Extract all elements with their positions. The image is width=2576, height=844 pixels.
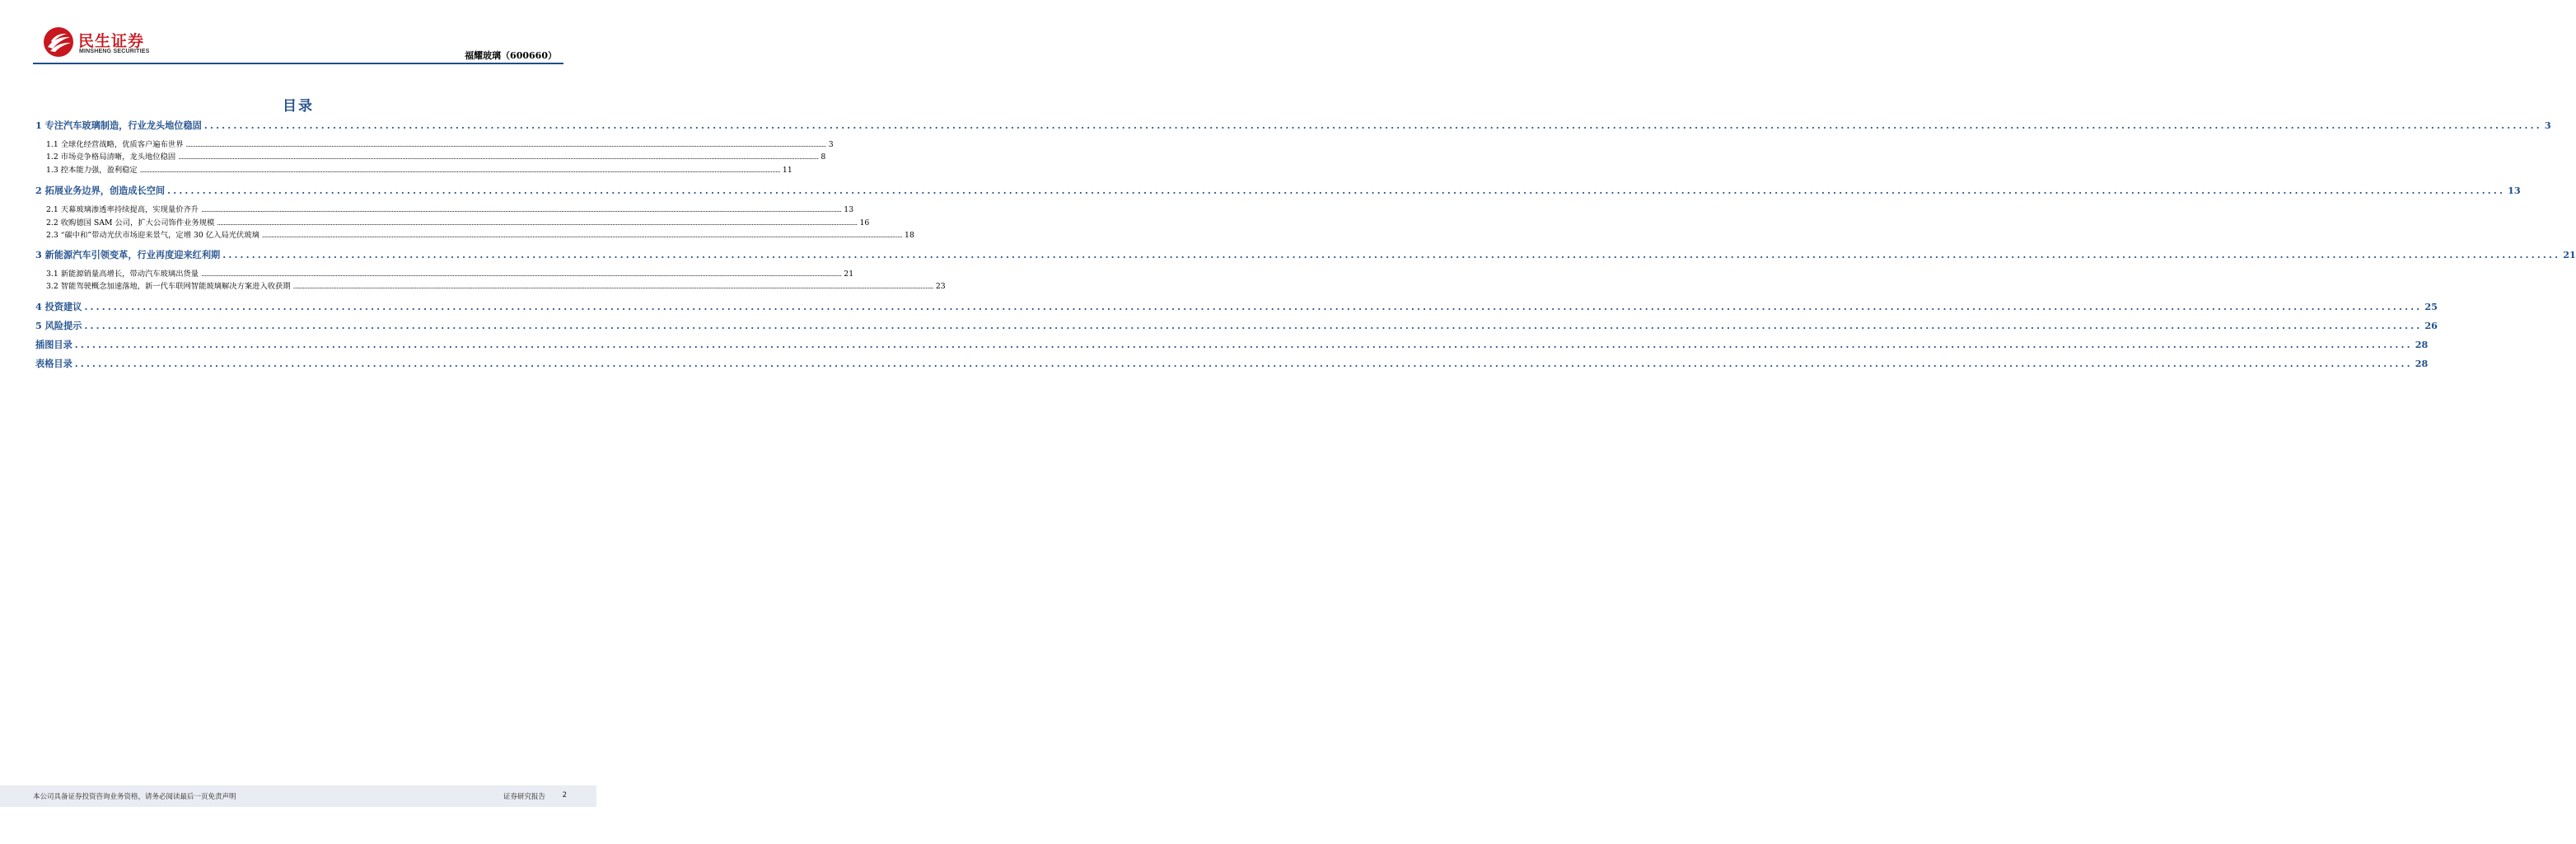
toc-dot-leader: ................................................................................................................................................................................................................................................................................................................................................................................................................ bbox=[167, 185, 2506, 196]
toc-entry-section[interactable] bbox=[46, 204, 854, 216]
logo-chinese-text: 民生证券 bbox=[78, 32, 145, 50]
toc-page-number: 25 bbox=[2424, 301, 2438, 312]
toc-entry-label: 5 风险提示 bbox=[35, 320, 82, 331]
toc-entry-label: 3 新能源汽车引领变革，行业再度迎来红利期 bbox=[35, 249, 221, 260]
toc-dot-leader: ................................................................................................................................................................................................................................................................................................................................................................................................................ bbox=[217, 219, 858, 227]
report-type-label: 证券研究报告 bbox=[503, 793, 545, 801]
header-divider bbox=[33, 63, 563, 64]
toc-page-number: 11 bbox=[782, 166, 792, 175]
toc-page-number: 28 bbox=[2415, 339, 2429, 350]
toc-dot-leader: ................................................................................................................................................................................................................................................................................................................................................................................................................ bbox=[74, 339, 2413, 350]
toc-entry-label: 1 专注汽车玻璃制造，行业龙头地位稳固 bbox=[35, 120, 202, 131]
toc-entry-chapter[interactable] bbox=[35, 183, 2521, 198]
page-number: 2 bbox=[562, 791, 567, 799]
toc-entry-chapter[interactable] bbox=[35, 247, 2576, 262]
toc-page-number: 16 bbox=[859, 218, 870, 227]
toc-entry-section[interactable] bbox=[46, 280, 946, 293]
toc-page-number: 18 bbox=[905, 231, 914, 240]
toc-dot-leader: ................................................................................................................................................................................................................................................................................................................................................................................................................ bbox=[292, 283, 933, 290]
toc-entry-label: 2.3 “碳中和”带动光伏市场迎来景气，定增 30 亿入局光伏玻璃 bbox=[46, 231, 259, 240]
toc-entry-chapter[interactable] bbox=[35, 318, 2438, 333]
toc-entry-label: 3.2 智能驾驶概念加速落地，新一代车联网智能玻璃解决方案进入收获期 bbox=[46, 282, 291, 291]
toc-page-number: 13 bbox=[844, 205, 854, 214]
toc-entry-label: 2.1 天幕玻璃渗透率持续提高，实现量价齐升 bbox=[46, 205, 199, 214]
toc-page-number: 8 bbox=[820, 152, 826, 162]
footer-disclaimer: 本公司具备证券投资咨询业务资格，请务必阅读最后一页免责声明 bbox=[33, 793, 236, 801]
toc-title: 目录 bbox=[283, 98, 314, 115]
toc-entry-section[interactable] bbox=[46, 151, 826, 163]
toc-entry-label: 4 投资建议 bbox=[35, 301, 82, 312]
toc-page-number: 21 bbox=[844, 270, 854, 279]
toc-dot-leader: ................................................................................................................................................................................................................................................................................................................................................................................................................ bbox=[201, 206, 842, 213]
toc-entry-section[interactable] bbox=[46, 229, 914, 241]
toc-entry-chapter[interactable] bbox=[35, 337, 2429, 352]
toc-dot-leader: ................................................................................................................................................................................................................................................................................................................................................................................................................ bbox=[139, 166, 780, 174]
toc-entry-label: 表格目录 bbox=[35, 358, 72, 369]
toc-entry-label: 1.1 全球化经营战略，优质客户遍布世界 bbox=[46, 140, 184, 149]
toc-dot-leader: ................................................................................................................................................................................................................................................................................................................................................................................................................ bbox=[201, 270, 842, 278]
toc-entry-section[interactable] bbox=[46, 138, 834, 151]
toc-entry-label: 1.3 控本能力强，盈利稳定 bbox=[46, 166, 138, 175]
toc-page-number: 28 bbox=[2415, 358, 2429, 369]
toc-dot-leader: ................................................................................................................................................................................................................................................................................................................................................................................................................ bbox=[84, 320, 2423, 331]
toc-page-number: 21 bbox=[2563, 249, 2576, 260]
toc-entry-label: 1.2 市场竞争格局清晰，龙头地位稳固 bbox=[46, 152, 176, 162]
toc-dot-leader: ................................................................................................................................................................................................................................................................................................................................................................................................................ bbox=[222, 249, 2561, 260]
toc-entry-section[interactable] bbox=[46, 164, 792, 176]
toc-dot-leader: ................................................................................................................................................................................................................................................................................................................................................................................................................ bbox=[84, 301, 2423, 312]
toc-entry-label: 插图目录 bbox=[35, 339, 72, 350]
toc-dot-leader: ................................................................................................................................................................................................................................................................................................................................................................................................................ bbox=[185, 141, 826, 148]
toc-page-number: 26 bbox=[2424, 320, 2438, 331]
stock-name: 福耀玻璃（600660） bbox=[465, 50, 557, 61]
toc-page-number: 23 bbox=[935, 282, 946, 291]
minsheng-logo-icon bbox=[43, 26, 74, 58]
page-footer bbox=[0, 785, 596, 807]
toc-entry-chapter[interactable] bbox=[35, 299, 2438, 314]
toc-entry-label: 2.2 收购德国 SAM 公司，扩大公司饰件业务规模 bbox=[46, 218, 215, 227]
company-logo bbox=[43, 26, 191, 59]
toc-entry-chapter[interactable] bbox=[35, 356, 2429, 371]
toc-dot-leader: ................................................................................................................................................................................................................................................................................................................................................................................................................ bbox=[74, 358, 2413, 369]
toc-page-number: 3 bbox=[828, 140, 834, 149]
toc-entry-section[interactable] bbox=[46, 217, 870, 229]
toc-entry-chapter[interactable] bbox=[35, 118, 2551, 133]
page-header bbox=[33, 21, 563, 64]
toc-page-number: 3 bbox=[2544, 120, 2551, 131]
toc-entry-section[interactable] bbox=[46, 268, 854, 280]
toc-page-number: 13 bbox=[2508, 185, 2521, 196]
toc-dot-leader: ................................................................................................................................................................................................................................................................................................................................................................................................................ bbox=[203, 120, 2542, 131]
toc-dot-leader: ................................................................................................................................................................................................................................................................................................................................................................................................................ bbox=[178, 153, 819, 161]
toc-dot-leader: ................................................................................................................................................................................................................................................................................................................................................................................................................ bbox=[261, 232, 903, 239]
toc-entry-label: 2 拓展业务边界，创造成长空间 bbox=[35, 185, 166, 196]
logo-english-text: MINSHENG SECURITIES bbox=[79, 49, 150, 54]
toc-entry-label: 3.1 新能源销量高增长，带动汽车玻璃出货量 bbox=[46, 270, 199, 279]
